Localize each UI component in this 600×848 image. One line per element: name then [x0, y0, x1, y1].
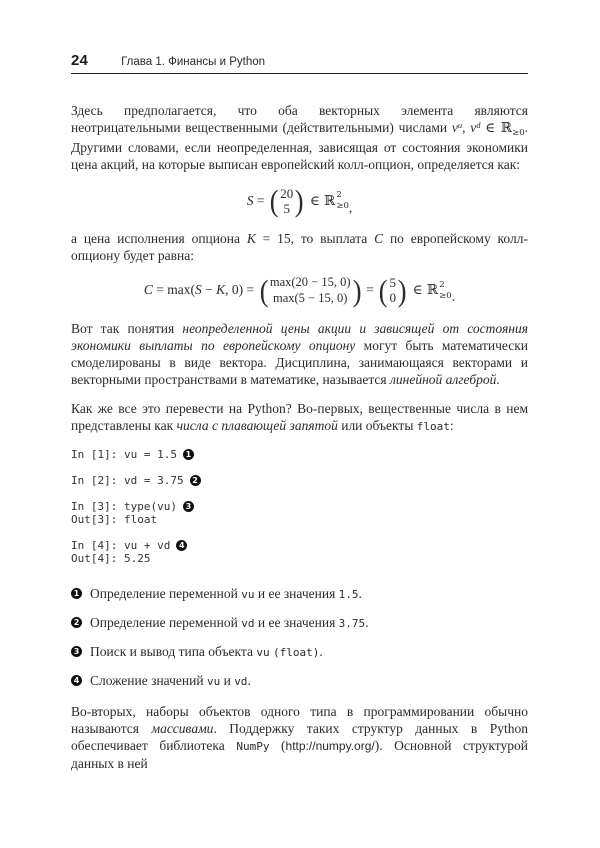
text-run: . Поддержку таких структур данных в Python обеспечивает библиотека — [71, 721, 528, 753]
vector-values — [280, 186, 293, 216]
text-run: float — [416, 420, 450, 433]
callout-badge: 3 — [71, 646, 82, 657]
text-run: ℝ — [500, 120, 513, 136]
right-paren: ) — [397, 272, 407, 308]
text-run: = 15, то выплата — [255, 231, 375, 246]
text-run: Определение переменной — [90, 615, 242, 630]
text-run: ∈ — [485, 120, 501, 136]
text-run: vd — [234, 675, 248, 688]
text-run: S — [195, 282, 202, 297]
header-rule — [71, 73, 528, 74]
callout-list — [71, 585, 528, 690]
code-line — [71, 552, 528, 565]
vector-entry: 0 — [389, 290, 397, 305]
text-run: = max( — [152, 282, 196, 297]
code-text: Out[3]: float — [71, 513, 158, 526]
text-run: C — [374, 231, 384, 246]
left-paren: ( — [269, 183, 279, 218]
callout-list-item — [71, 614, 528, 632]
callout-text — [90, 643, 323, 661]
callout-list-item — [71, 672, 528, 690]
text-run: и ее значения — [254, 586, 339, 601]
code-line — [71, 474, 528, 487]
callout-badge: 1 — [183, 449, 194, 460]
vector-values — [390, 275, 397, 305]
callout-badge: 3 — [183, 501, 194, 512]
formula-punctuation: , — [348, 199, 353, 215]
set-subscript: ≥0 — [439, 290, 452, 301]
text-run: неопределенной цены акции и зависящей от состояния экономики выплаты по европейскому опциону — [71, 321, 528, 353]
code-text: In [2]: vd = 3.75 — [71, 474, 184, 487]
text-run: = — [253, 192, 268, 208]
text-run: ). Основной структурой данных в ней — [71, 738, 528, 771]
set-superscript: 2 — [439, 279, 445, 290]
paragraph-linear-algebra — [71, 320, 528, 388]
text-run: C — [143, 282, 153, 297]
code-text: Out[4]: 5.25 — [71, 552, 151, 565]
vector-entry: 5 — [389, 275, 397, 290]
formula-punctuation: . — [451, 289, 456, 304]
code-block — [71, 448, 528, 565]
text-run: . — [365, 615, 369, 630]
callout-badge: 4 — [71, 675, 82, 686]
set-sup-sub — [336, 190, 349, 211]
code-text — [71, 487, 78, 500]
text-run: и — [220, 673, 235, 688]
callout-text — [90, 672, 251, 690]
code-text: In [1]: vu = 1.5 — [71, 448, 177, 461]
text-run: K — [246, 231, 256, 246]
text-run: S — [246, 192, 254, 208]
text-run: . — [247, 673, 251, 688]
text-run: числа с плавающей запятой — [176, 418, 338, 433]
paragraph-numpy-arrays — [71, 703, 528, 772]
text-run: Вот так понятия — [71, 321, 183, 336]
text-run: vd — [241, 617, 255, 630]
text-run: : — [449, 418, 454, 433]
callout-text — [90, 585, 362, 603]
callout-badge: 4 — [176, 540, 187, 551]
text-run: vu — [206, 675, 221, 688]
code-line — [71, 461, 528, 474]
formula-lhs — [247, 193, 268, 209]
page-header — [71, 52, 528, 69]
text-run: , 0) = — [225, 282, 258, 297]
callout-list-item — [71, 643, 528, 661]
text-run: по европейскому колл-опциону будет равна: — [71, 231, 528, 263]
code-text: In [4]: vu + vd — [71, 539, 171, 552]
paragraph-vector-elements — [71, 102, 528, 173]
text-run: K — [216, 282, 226, 297]
callout-badge: 2 — [190, 475, 201, 486]
text-run: ≥0 — [512, 128, 525, 138]
formula-payoff — [71, 274, 528, 306]
vector-entry: 20 — [280, 185, 294, 201]
text-run: и ее значения — [254, 615, 339, 630]
callout-list-item — [71, 585, 528, 603]
text-run: v — [470, 120, 477, 135]
text-run: а цена исполнения опциона — [71, 231, 247, 246]
right-paren: ) — [294, 183, 304, 218]
text-run: Во-вторых, наборы объектов одного типа в программировании обычно называются — [71, 704, 528, 736]
text-run: . — [496, 372, 500, 387]
text-run: d — [476, 119, 481, 130]
text-run: Сложение значений — [90, 673, 207, 688]
text-run: − — [201, 282, 217, 297]
formula-stock-price-vector — [71, 185, 528, 216]
page-number: 24 — [71, 52, 89, 69]
text-run: ∈ — [305, 192, 325, 209]
text-run: ( — [269, 738, 286, 753]
text-run: ℝ — [324, 192, 336, 209]
text-run: vu — [241, 588, 255, 601]
text-run: ℝ — [426, 282, 439, 298]
text-run: могут быть математически смоделированы в виде вектора. Дисциплина, занимающаяся векторами и векторными пространствами в математике, называется — [71, 338, 529, 387]
code-line — [71, 487, 528, 500]
text-run: u — [457, 119, 463, 130]
paragraph-python-floats — [71, 400, 528, 435]
text-run: Поиск и вывод типа объекта — [90, 644, 257, 659]
formula-set-membership — [408, 282, 438, 298]
equals-sign: = — [362, 282, 378, 297]
text-run: , — [462, 120, 471, 135]
paragraph-strike-price — [71, 230, 528, 264]
text-run: NumPy — [236, 740, 270, 753]
text-run: Определение переменной — [90, 586, 242, 601]
vector-entry: max(5 − 15, 0) — [272, 291, 348, 305]
text-run: массивами — [151, 721, 214, 736]
text-run: Как же все это перевести на Python? Во-первых, вещественные числа в нем представлены как — [71, 401, 528, 433]
set-superscript: 2 — [336, 190, 342, 200]
code-line — [71, 526, 528, 539]
code-line — [71, 448, 528, 461]
text-run: ∈ — [408, 282, 427, 298]
text-run: Здесь предполагается, что оба векторных элемента являются неотрицательными вещественными (действительными) числами — [71, 103, 528, 135]
text-run: . Другими словами, если неопределенная, зависящая от состояния экономики цена акций, на которые выписан европейский колл-опцион, определяется как: — [71, 120, 529, 172]
chapter-title: Глава 1. Финансы и Python — [121, 56, 266, 68]
text-run: 1.5 — [338, 588, 359, 601]
text-run: линейной алгеброй — [390, 372, 497, 387]
code-line — [71, 500, 528, 513]
text-run: . — [319, 644, 323, 659]
code-text — [71, 526, 78, 539]
callout-badge: 2 — [71, 617, 82, 628]
vector-entry: max(20 − 15, 0) — [269, 275, 351, 289]
left-paren: ( — [378, 272, 388, 308]
set-sup-sub — [439, 280, 452, 301]
formula-lhs — [144, 282, 258, 298]
text-run: (float) — [273, 646, 320, 659]
code-text: In [3]: type(vu) — [71, 500, 177, 513]
callout-text — [90, 614, 369, 632]
text-run: . — [358, 586, 362, 601]
left-paren: ( — [259, 272, 269, 308]
matrix-values — [270, 274, 351, 306]
code-text — [71, 461, 78, 474]
code-line — [71, 539, 528, 552]
callout-badge: 1 — [71, 588, 82, 599]
formula-set-membership — [306, 193, 336, 209]
text-run: или объекты — [337, 418, 417, 433]
vector-entry: 5 — [283, 200, 290, 216]
set-subscript: ≥0 — [336, 201, 349, 211]
text-run: http://numpy.org/ — [285, 739, 375, 753]
code-line — [71, 513, 528, 526]
text-run: v — [451, 120, 458, 135]
text-run: vu — [256, 646, 270, 659]
text-run: 3.75 — [338, 617, 366, 630]
right-paren: ) — [352, 272, 362, 308]
